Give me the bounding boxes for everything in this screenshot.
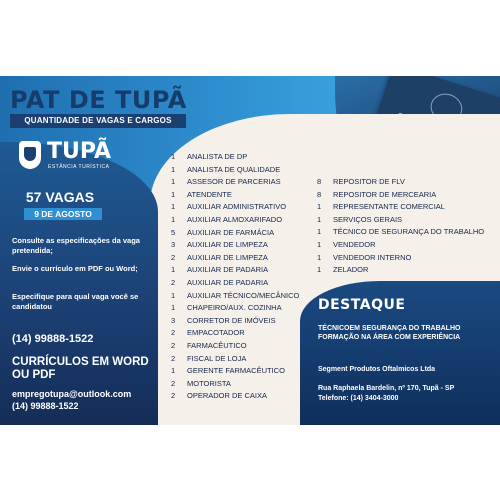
job-quantity: 1 — [317, 252, 322, 262]
city-logo — [19, 139, 139, 173]
highlight-company: Segment Produtos Oftalmicos Ltda — [318, 366, 436, 373]
job-quantity: 2 — [171, 252, 176, 262]
job-title: AUXILIAR DE PADARIA — [187, 278, 269, 287]
job-title: REPOSITOR DE FLV — [333, 177, 405, 186]
job-title: REPOSITOR DE MERCEARIA — [333, 189, 437, 199]
job-quantity: 1 — [171, 177, 176, 187]
job-quantity: 2 — [171, 328, 176, 338]
job-quantity: 2 — [171, 378, 176, 388]
job-quantity: 1 — [317, 214, 322, 224]
job-title: MOTORISTA — [187, 378, 231, 388]
job-title: VENDEDOR — [333, 240, 376, 249]
job-quantity: 1 — [317, 240, 322, 249]
job-title: ANALISTA DE QUALIDADE — [187, 164, 281, 174]
left-panel — [0, 142, 158, 425]
job-title: AUXILIAR ALMOXARIFADO — [187, 215, 283, 224]
job-quantity: 1 — [171, 202, 176, 212]
phone-number-secondary: (14) 99888-1522 — [12, 401, 79, 411]
highlight-address: Rua Raphaela Bardelin, nº 170, Tupã - SP — [318, 385, 455, 392]
job-title: VENDEDOR INTERNO — [333, 252, 412, 262]
job-quantity: 1 — [171, 265, 176, 275]
page-title: PAT DE TUPÃ — [10, 86, 187, 114]
job-title: AUXILIAR TÉCNICO/MECÂNICO — [187, 290, 300, 300]
job-title: OPERADOR DE CAIXA — [187, 391, 268, 401]
job-title: FISCAL DE LOJA — [187, 353, 247, 363]
specify-instruction: Especifique para qual vaga você se candidatou — [12, 292, 139, 311]
job-quantity: 8 — [317, 189, 322, 199]
job-title: ZELADOR — [333, 265, 369, 275]
job-title: ANALISTA DE DP — [187, 152, 248, 161]
job-quantity: 1 — [317, 227, 322, 237]
job-title: FARMACÊUTICO — [187, 341, 247, 350]
job-quantity: 1 — [171, 290, 176, 300]
job-title: EMPACOTADOR — [187, 328, 245, 338]
job-flyer — [0, 76, 500, 425]
job-quantity: 3 — [171, 240, 176, 250]
resume-format: CURRÍCULOS EM WORD OU PDF — [12, 356, 149, 381]
vacancy-count: 57 VAGAS — [25, 189, 95, 205]
job-title: ATENDENTE — [187, 189, 232, 199]
job-title: REPRESENTANTE COMERCIAL — [333, 202, 445, 212]
job-title: TÉCNICO DE SEGURANÇA DO TRABALHO — [333, 227, 485, 237]
job-quantity: 1 — [171, 303, 176, 313]
job-title: ASSESOR DE PARCERIAS — [187, 177, 281, 187]
job-title: AUXILIAR DE FARMÁCIA — [187, 227, 275, 237]
logo-name: TUPÃ — [47, 139, 112, 164]
logo-tagline: ESTÂNCIA TURÍSTICA — [48, 164, 110, 170]
job-title: AUXILIAR DE LIMPEZA — [187, 240, 268, 250]
job-title: SERVIÇOS GERAIS — [333, 214, 403, 224]
phone-number: (14) 99888-1522 — [12, 333, 94, 345]
job-quantity: 2 — [171, 353, 176, 363]
job-quantity: 3 — [171, 315, 176, 325]
job-quantity: 1 — [317, 265, 322, 275]
job-quantity: 1 — [171, 189, 176, 199]
send-instruction: Envie o currículo em PDF ou Word; — [12, 264, 138, 273]
job-title: AUXILIAR DE LIMPEZA — [187, 252, 268, 262]
job-title: GERENTE FARMACÊUTICO — [187, 366, 285, 376]
job-quantity: 8 — [317, 177, 322, 186]
job-quantity: 1 — [171, 152, 176, 161]
highlight-title: DESTAQUE — [318, 297, 406, 313]
highlight-role: TÉCNICOEM SEGURANÇA DO TRABALHO FORMAÇÃO NA ÁREA COM EXPERIÊNCIA — [318, 325, 461, 341]
job-quantity: 2 — [171, 341, 176, 350]
subtitle: QUANTIDADE DE VAGAS E CARGOS — [10, 114, 186, 128]
job-quantity: 1 — [317, 202, 322, 212]
job-title: AUXILIAR DE PADARIA — [187, 265, 269, 275]
consult-instruction: Consulte as especificações da vaga pretendida; — [12, 236, 140, 255]
job-quantity: 1 — [171, 164, 176, 174]
job-quantity: 2 — [171, 391, 176, 401]
date-badge: 9 DE AGOSTO — [24, 208, 102, 220]
job-title: AUXILIAR ADMINISTRATIVO — [187, 202, 287, 212]
job-quantity: 5 — [171, 227, 176, 237]
crest-icon — [19, 141, 41, 169]
job-quantity: 2 — [171, 278, 176, 287]
job-quantity: 1 — [171, 366, 176, 376]
job-title: CHAPEIRO/AUX. COZINHA — [187, 303, 282, 313]
job-quantity: 1 — [171, 215, 176, 224]
job-title: CORRETOR DE IMÓVEIS — [187, 315, 276, 325]
highlight-phone: Telefone: (14) 3404-3000 — [318, 395, 399, 402]
email-address[interactable]: empregotupa@outlook.com — [12, 389, 132, 399]
